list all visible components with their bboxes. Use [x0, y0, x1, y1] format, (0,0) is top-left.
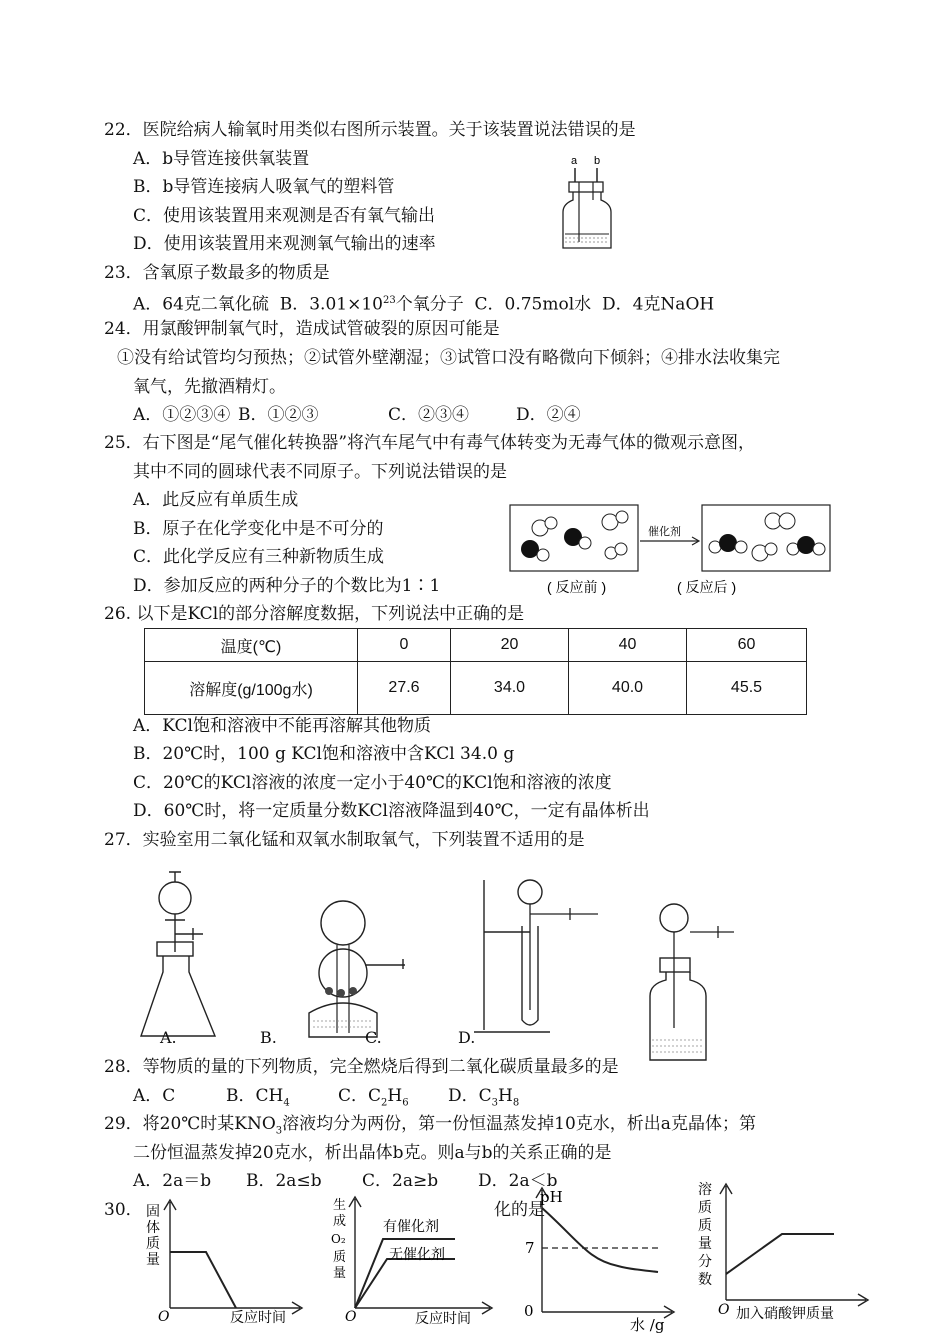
q29-option-c: C．2a≥b: [362, 1171, 439, 1191]
g4-ylabel-3: 质: [698, 1218, 712, 1234]
g2-ylabel-5: 量: [333, 1266, 347, 1281]
g2-ylabel-3: O₂: [331, 1232, 346, 1246]
graph-solute-mass-fraction: [690, 1178, 870, 1330]
q23-option-b-post: 个氧分子: [395, 294, 464, 315]
q24-stem: 24．用氯酸钾制氧气时，造成试管破裂的原因可能是: [104, 319, 500, 339]
graph-solid-mass: [140, 1196, 305, 1328]
q23-option-a: A．64克二氧化硫: [133, 294, 269, 315]
g1-ylabel-3: 质: [146, 1236, 160, 1252]
g2-curve-with-catalyst: 有催化剂: [383, 1219, 439, 1235]
q25-option-d: D．参加反应的两种分子的个数比为1∶1: [133, 576, 441, 596]
q28-stem: 28．等物质的量的下列物质，完全燃烧后得到二氧化碳质量最多的是: [104, 1057, 619, 1077]
q30-stem-fragment: 化的是: [494, 1200, 545, 1220]
q29-stem-line2: 二份恒温蒸发掉20克水，析出晶体b克。则a与b的关系正确的是: [133, 1143, 612, 1163]
label-a: a: [571, 155, 578, 167]
g2-ylabel-1: 生: [333, 1198, 347, 1213]
g2-xlabel: 反应时间: [415, 1311, 471, 1327]
q23-option-d: D．4克NaOH: [601, 294, 715, 315]
g1-xlabel: 反应时间: [230, 1310, 286, 1326]
apparatus-c-figure: [470, 870, 600, 1038]
g1-origin: O: [158, 1309, 170, 1325]
before-label: ( 反应前 ): [547, 579, 607, 595]
table-cell: 27.6: [358, 662, 451, 715]
apparatus-b-figure: [285, 895, 410, 1045]
q23-option-b-pre: B．3.01×10: [279, 294, 383, 315]
g2-ylabel-2: 成: [333, 1214, 347, 1229]
q27-option-a: A.: [160, 1028, 177, 1047]
q25-stem-line1: 25．右下图是“尾气催化转换器”将汽车尾气中有毒气体转变为无毒气体的微观示意图，: [104, 433, 756, 453]
q24-option-b: B．①②③: [238, 405, 319, 425]
q23-stem: 23．含氧原子数最多的物质是: [104, 263, 330, 283]
table-header-temperature: 温度(℃): [145, 629, 358, 662]
g3-origin: 0: [524, 1302, 534, 1320]
g2-curve-without-catalyst: 无催化剂: [389, 1247, 445, 1263]
g1-ylabel-4: 量: [146, 1252, 160, 1268]
table-row-solubility: [145, 662, 807, 715]
g4-origin: O: [718, 1302, 730, 1318]
q27-option-d: D.: [458, 1028, 476, 1047]
g3-ylabel: pH: [540, 1188, 563, 1206]
q24-option-a: A．①②③④: [133, 405, 231, 425]
q22-option-c: C．使用该装置用来观测是否有氧气输出: [133, 206, 436, 226]
q28-option-a: A．C: [133, 1086, 176, 1106]
table-cell: 45.5: [687, 662, 807, 715]
q28-option-b: B．$CH_4$: [226, 1086, 290, 1109]
q26-option-c: C．20℃的KCl溶液的浓度一定小于40℃的KCl饱和溶液的浓度: [133, 773, 612, 793]
q24-condition-line2: 氧气，先撤酒精灯。: [133, 377, 286, 397]
q22-stem: 22．医院给病人输氧时用类似右图所示装置。关于该装置说法错误的是: [104, 120, 636, 140]
apparatus-d-figure: [640, 900, 740, 1070]
g4-ylabel-2: 质: [698, 1200, 712, 1216]
q29-stem-line1: 29．将20℃时某$KNO_3$溶液均分为两份，第一份恒温蒸发掉10克水，析出a克晶体；第: [104, 1114, 756, 1137]
catalytic-converter-diagram: [505, 503, 835, 598]
table-cell: 34.0: [451, 662, 569, 715]
q23-option-c: C．0.75mol水: [474, 294, 592, 315]
q29-option-d: D．2a＜b: [478, 1171, 558, 1191]
q27-option-b: B.: [260, 1028, 277, 1047]
g4-ylabel-4: 量: [698, 1236, 712, 1252]
q22-option-a: A．b导管连接供氧装置: [133, 149, 310, 169]
q27-option-c: C.: [365, 1028, 382, 1047]
q25-option-b: B．原子在化学变化中是不可分的: [133, 519, 384, 539]
q28-option-c: C．$C_2H_6$: [338, 1086, 409, 1109]
q26-stem: 26. 以下是KCl的部分溶解度数据，下列说法中正确的是: [104, 604, 525, 624]
q23-option-b-exp: 23: [382, 295, 396, 306]
graph-oxygen-mass: [325, 1193, 495, 1328]
q30-number: 30．: [104, 1200, 143, 1220]
g4-ylabel-1: 溶: [698, 1182, 712, 1198]
kcl-solubility-table: [144, 628, 807, 715]
q25-option-a: A．此反应有单质生成: [133, 490, 299, 510]
g4-ylabel-5: 分: [698, 1254, 712, 1270]
q23-options: [133, 290, 714, 316]
table-cell: 0: [358, 629, 451, 662]
q25-stem-line2: 其中不同的圆球代表不同原子。下列说法错误的是: [133, 462, 507, 482]
g3-xlabel: 水 /g: [630, 1316, 665, 1334]
q26-option-a: A．KCl饱和溶液中不能再溶解其他物质: [133, 716, 431, 736]
table-cell: 40.0: [569, 662, 687, 715]
g4-xlabel: 加入硝酸钾质量: [736, 1306, 834, 1322]
q24-option-c: C．②③④: [388, 405, 470, 425]
table-cell: 60: [687, 629, 807, 662]
label-b: b: [594, 155, 601, 167]
graph-ph: [518, 1180, 680, 1335]
q22-option-d: D．使用该装置用来观测氧气输出的速率: [133, 234, 436, 254]
q26-option-d: D．60℃时，将一定质量分数KCl溶液降温到40℃，一定有晶体析出: [133, 801, 650, 821]
g2-origin: O: [345, 1309, 357, 1325]
q29-option-a: A．2a＝b: [133, 1171, 212, 1191]
q26-option-b: B．20℃时，100 g KCl饱和溶液中含KCl 34.0 g: [133, 744, 515, 764]
q28-option-d: D．$C_3H_8$: [448, 1086, 520, 1109]
table-header-solubility: 溶解度(g/100g水): [145, 662, 358, 715]
table-cell: 40: [569, 629, 687, 662]
q29-option-b: B．2a≤b: [246, 1171, 322, 1191]
g3-tick-7: 7: [525, 1239, 535, 1257]
catalyst-label: 催化剂: [648, 525, 681, 538]
q22-option-b: B．b导管连接病人吸氧气的塑料管: [133, 177, 395, 197]
q24-option-d: D．②④: [516, 405, 581, 425]
q25-option-c: C．此化学反应有三种新物质生成: [133, 547, 385, 567]
g4-ylabel-6: 数: [698, 1272, 712, 1288]
g1-ylabel-2: 体: [146, 1220, 160, 1236]
table-row-temperature: [145, 629, 807, 662]
q27-stem: 27．实验室用二氧化锰和双氧水制取氧气，下列装置不适用的是: [104, 830, 585, 850]
g1-ylabel-1: 固: [146, 1204, 160, 1220]
apparatus-a-figure: [135, 868, 230, 1048]
q24-condition-line1: ①没有给试管均匀预热；②试管外壁潮湿；③试管口没有略微向下倾斜；④排水法收集完: [117, 348, 780, 368]
table-cell: 20: [451, 629, 569, 662]
after-label: ( 反应后 ): [677, 579, 737, 595]
g2-ylabel-4: 质: [333, 1250, 347, 1265]
oxygen-humidifier-bottle-figure: [555, 152, 625, 252]
